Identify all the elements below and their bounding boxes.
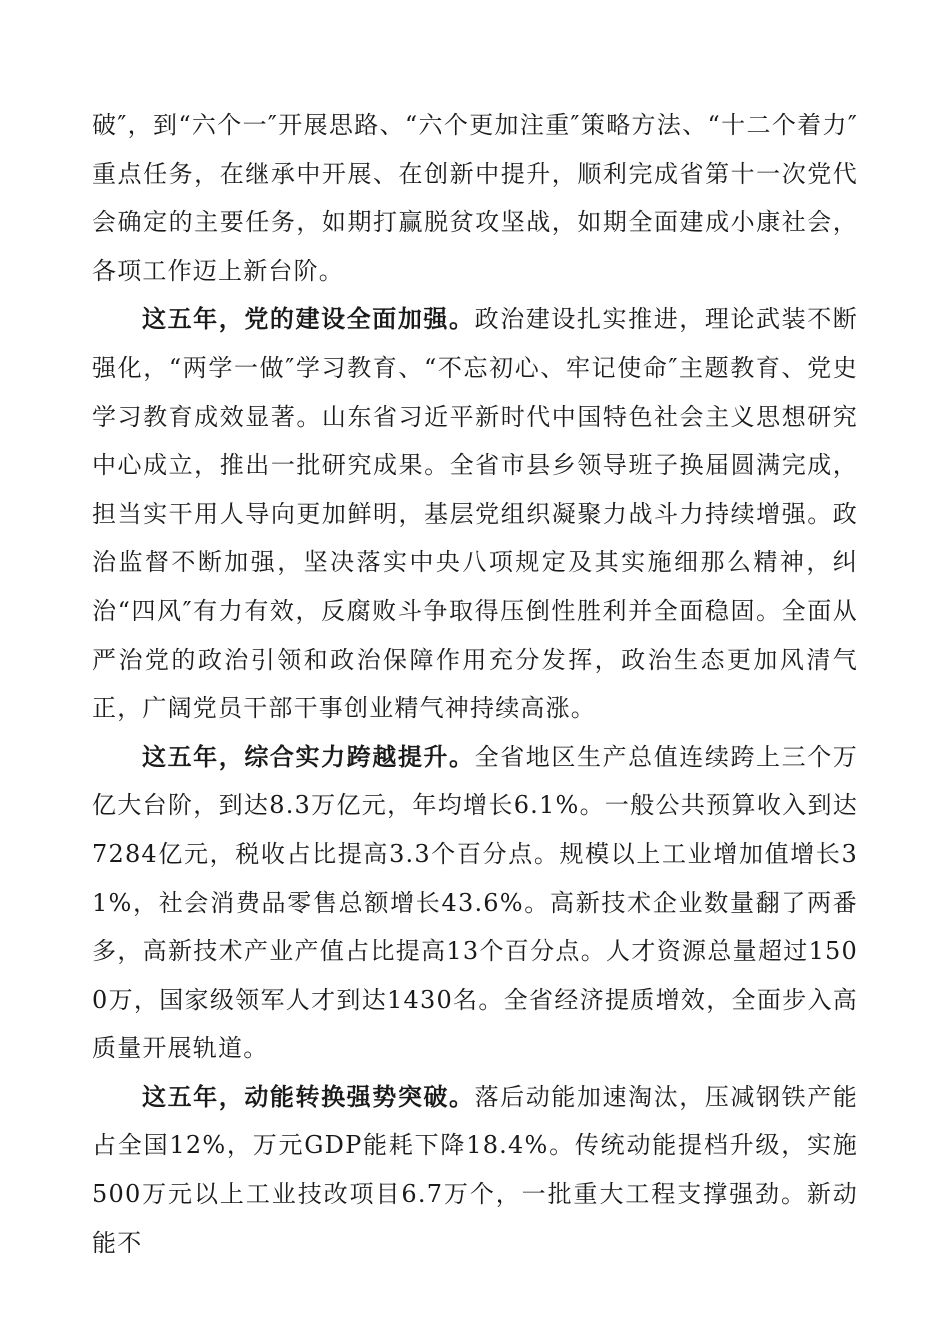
paragraph-momentum-conversion xyxy=(92,1073,858,1267)
paragraph-party-building-lead: 这五年，党的建设全面加强。 xyxy=(142,304,475,334)
paragraph-overall-strength-text: 全省地区生产总值连续跨上三个万亿大台阶，到达8.3万亿元，年均增长6.1%。一般公共预算收入到达7284亿元，税收占比提高3.3个百分点。规模以上工业增加值增长31%，社会消费品零售总额增长43.6%。高新技术企业数量翻了两番多，高新技术产业产值占比提高13个百分点。人才资源总量超过1500万，国家级领军人才到达1430名。全省经济提质增效，全面步入高质量开展轨道。 xyxy=(92,742,858,1063)
paragraph-1 xyxy=(92,101,858,295)
paragraph-overall-strength-lead: 这五年，综合实力跨越提升。 xyxy=(142,741,475,771)
paragraph-momentum-conversion-text: 落后动能加速淘汰，压减钢铁产能占全国12%，万元GDP能耗下降18.4%。传统动能提档升级，实施500万元以上工业技改项目6.7万个，一批重大工程支撑强劲。新动能不 xyxy=(92,1082,858,1257)
paragraph-1-text: 破″，到“六个一″开展思路、“六个更加注重″策略方法、“十二个着力″重点任务，在继承中开展、在创新中提升，顺利完成省第十一次党代会确定的主要任务，如期打赢脱贫攻坚战，如期全面建成小康社会，各项工作迈上新台阶。 xyxy=(92,111,858,285)
paragraph-party-building-text: 政治建设扎实推进，理论武装不断强化，“两学一做″学习教育、“不忘初心、牢记使命″主题教育、党史学习教育成效显著。山东省习近平新时代中国特色社会主义思想研究中心成立，推出一批研究成果。全省市县乡领导班子换届圆满完成，担当实干用人导向更加鲜明，基层党组织凝聚力战斗力持续增强。政治监督不断加强，坚决落实中央八项规定及其实施细那么精神，纠治“四风″有力有效，反腐败斗争取得压倒性胜利并全面稳固。全面从严治党的政治引领和政治保障作用充分发挥，政治生态更加风清气正，广阔党员干部干事创业精气神持续高涨。 xyxy=(92,305,858,723)
paragraph-momentum-conversion-lead: 这五年，动能转换强势突破。 xyxy=(142,1081,475,1111)
paragraph-party-building xyxy=(92,295,858,732)
paragraph-overall-strength xyxy=(92,733,858,1073)
